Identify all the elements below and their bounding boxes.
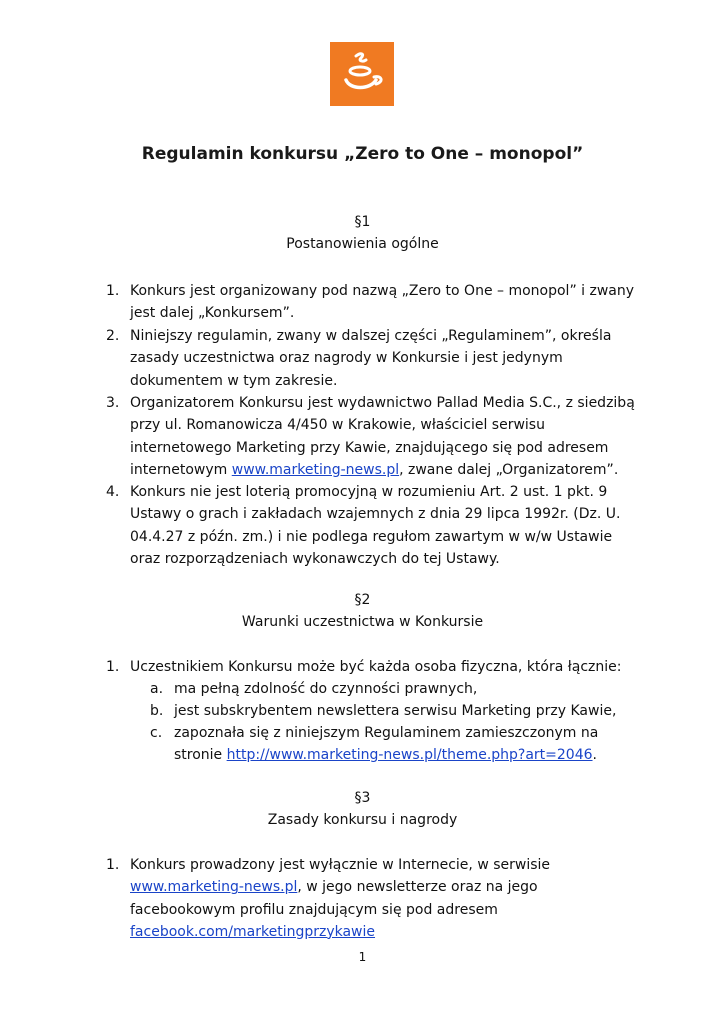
section-2-number: §2 — [354, 592, 371, 608]
sub-item-text: zapoznała się z niniejszym Regulaminem zamieszczonym na stronie http://www.marketing-news.pl/theme.php?art=2046. — [174, 725, 599, 764]
list-item — [106, 392, 646, 481]
list-item — [106, 656, 646, 678]
section-2-title: Warunki uczestnictwa w Konkursie — [241, 614, 484, 630]
website-link[interactable]: www.marketing-news.pl — [231, 461, 400, 478]
item-number: 2. — [106, 328, 120, 344]
sub-list-item — [150, 722, 650, 767]
sub-list-item — [150, 678, 650, 700]
list-item — [106, 854, 646, 943]
page-number: 1 — [358, 950, 367, 964]
facebook-link[interactable]: facebook.com/marketingprzykawie — [130, 923, 376, 940]
sub-item-letter: b. — [150, 703, 164, 719]
item-text: Konkurs prowadzony jest wyłącznie w Internecie, w serwisie www.marketing-news.pl, w jego newsletterze oraz na jego facebookowym profilu znajdującym się pod adresem facebook.com/marketingprzykawie — [130, 857, 551, 940]
item-number: 3. — [106, 395, 120, 411]
item-text: Konkurs jest organizowany pod nazwą „Zero to One – monopol” i zwany jest dalej „Konkursem”. — [130, 283, 635, 322]
regulation-page-link[interactable]: http://www.marketing-news.pl/theme.php?art=2046 — [226, 747, 593, 764]
item-number: 1. — [106, 283, 120, 299]
document-title: Regulamin konkursu „Zero to One – monopol” — [141, 144, 584, 164]
section-1-number: §1 — [354, 214, 371, 230]
sub-item-text: jest subskrybentem newslettera serwisu Marketing przy Kawie, — [174, 703, 617, 719]
section-3-title: Zasady konkursu i nagrody — [267, 812, 458, 828]
item-number: 1. — [106, 659, 120, 675]
sub-item-text: ma pełną zdolność do czynności prawnych, — [174, 681, 478, 697]
list-item — [106, 481, 646, 570]
item-text: Niniejszy regulamin, zwany w dalszej części „Regulaminem”, określa zasady uczestnictwa oraz nagrody w Konkursie i jest jedynym dokumentem w tym zakresie. — [130, 328, 612, 389]
section-3-number: §3 — [354, 790, 371, 806]
sub-list-item — [150, 700, 650, 722]
list-item — [106, 280, 646, 325]
item-text: Organizatorem Konkursu jest wydawnictwo Pallad Media S.C., z siedzibą przy ul. Romanowicza 4/450 w Krakowie, właściciel serwisu internetowego Marketing przy Kawie, znajdującego się pod adresem internetowym www.marketing-news.pl, zwane dalej „Organizatorem”. — [130, 395, 635, 478]
item-text: Uczestnikiem Konkursu może być każda osoba fizyczna, która łącznie: — [130, 659, 622, 675]
section-1-title: Postanowienia ogólne — [286, 236, 439, 252]
list-item — [106, 325, 646, 392]
item-number: 4. — [106, 484, 120, 500]
logo — [330, 42, 394, 106]
sub-item-letter: c. — [150, 725, 163, 741]
item-number: 1. — [106, 857, 120, 873]
coffee-cup-icon — [330, 42, 394, 106]
sub-item-letter: a. — [150, 681, 164, 697]
website-link[interactable]: www.marketing-news.pl — [130, 879, 298, 896]
item-text: Konkurs nie jest loterią promocyjną w rozumieniu Art. 2 ust. 1 pkt. 9 Ustawy o grach i zakładach wzajemnych z dnia 29 lipca 1992r. (Dz. U. 04.4.27 z późn. zm.) i nie podlega regułom zawartym w w/w Ustawie oraz rozporządzeniach wykonawczych do tej Ustawy. — [130, 484, 621, 567]
